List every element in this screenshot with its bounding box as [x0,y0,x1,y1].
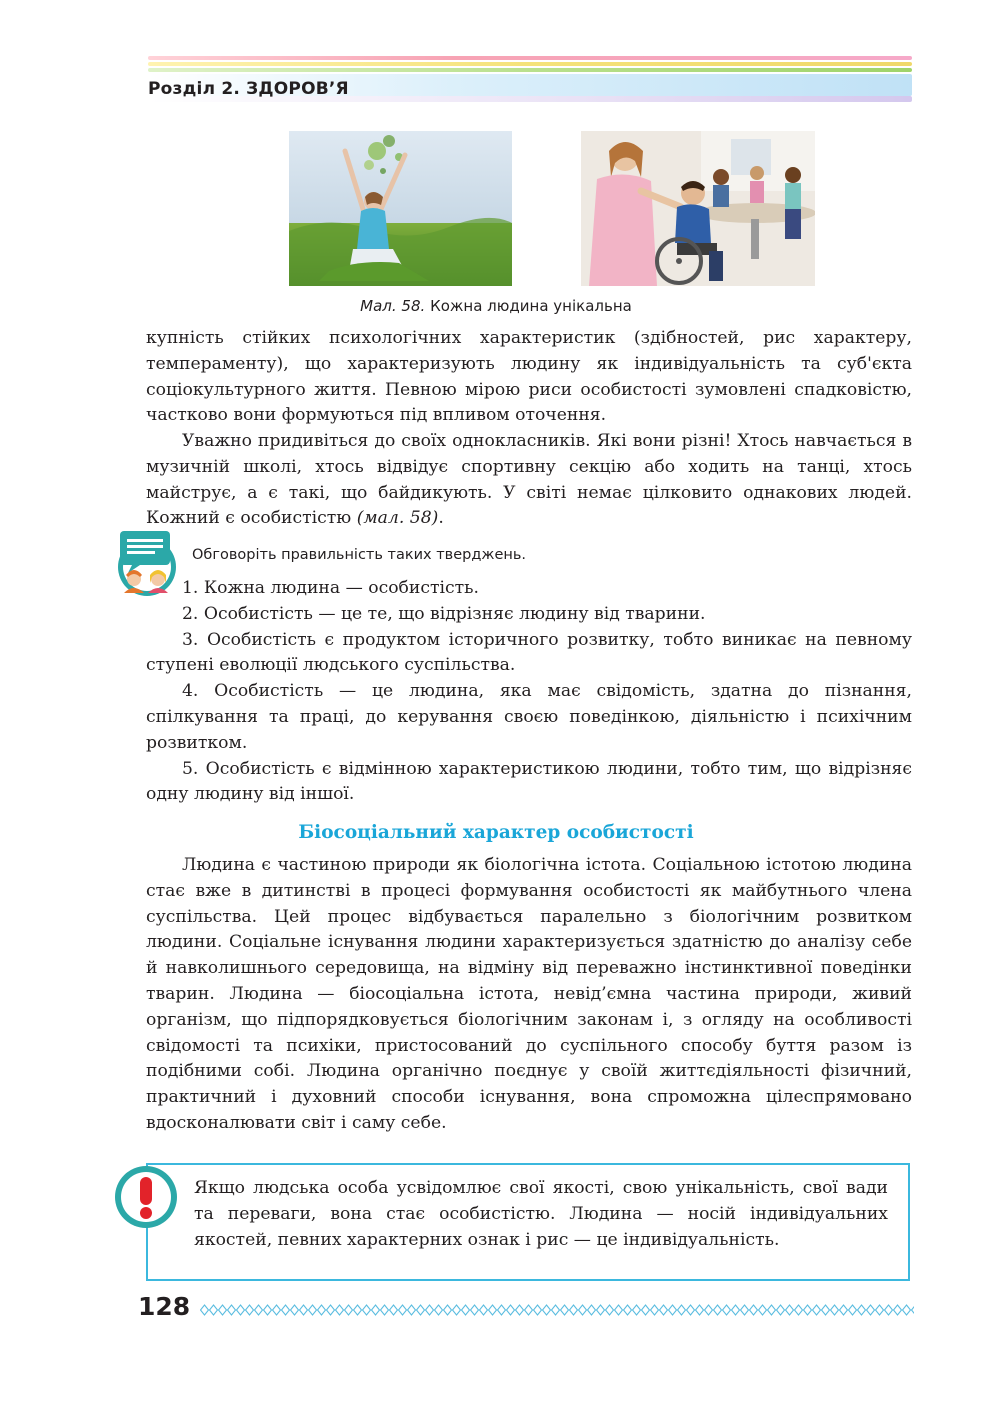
paragraph-text: купність стійких психологічних характеристик (здібностей, рис характеру, темпераменту), що характеризують людину як індивідуальність та суб'єкта соціокультурного життя. Певною мірою риси особистості зумовлені спадковістю, частково вони формуються під впливом оточення. [146,328,912,426]
list-item: 2. Особистість — це те, що відрізняє людину від тварини. [182,603,706,624]
statement-list [146,576,912,808]
stripe-green [148,68,912,72]
figure-reference: (мал. 58) [356,508,439,529]
stripe-pink [148,56,912,60]
section-subheading: Біосоціальний характер особистості [298,822,694,843]
paragraph-text: Уважно придивіться до своїх однокласників. Які вони різні! Хтось навчається в музичній школі, хтось відвідує спортивну секцію або ходить на танці, хтось майструє, а є такі, що байдикують. У світі немає цілковито однакових людей. Кожний є особистістю [146,431,912,529]
footer-ornament [200,1302,914,1316]
note-text: Якщо людська особа усвідомлює свої якості, свою унікальність, свої вади та переваги, вона стає особистістю. Людина — носій індивідуальних якостей, певних характерних ознак і рис — це індивідуальність. [194,1178,888,1250]
list-item: 4. Особистість — це людина, яка має свідомість, здатна до пізнання, спілкування та праці, до керування своєю поведінкою, діяльністю і психічним розвитком. [146,681,912,753]
figure-caption-text: Кожна людина унікальна [430,297,632,315]
students-classroom-wheelchair-photo [581,131,815,286]
stripe-yellow [148,62,912,66]
paragraph-continuation [146,326,912,429]
page-number: 128 [138,1292,191,1321]
list-item: 3. Особистість є продуктом історичного розвитку, тобто виникає на певному ступені еволюції людського суспільства. [146,629,912,676]
paragraph-text: Людина є частиною природи як біологічна істота. Соціальною істотою людина стає вже в дитинстві в процесі формування особистості як майбутнього члена суспільства. Цей процес відбувається паралельно з біологічним розвитком людини. Соціальне існування людини характеризується здатністю до аналізу себе й навколишнього середовища, на відміну від переважно інстинктивної поведінки тварин. Людина — біосоціальна істота, невід’ємна частина природи, живий організм, що підпорядковується біологічним законам і, з огляду на особливості свідомості та психіки, пристосований до суспільного способу буття разом із подібними собі. Людина органічно поєднує у своїй життєдіяльності фізичний, практичний і духовний способи існування, вона спроможна цілеспрямовано вдосконалювати світ і саму себе. [146,855,912,1133]
paragraph-biosocial [146,853,912,1137]
section-title: Розділ 2. ЗДОРОВ’Я [148,79,349,99]
paragraph-classmates: Уважно придивіться до своїх однокласників. Які вони різні! Хтось навчається в музичній школі, хтось відвідує спортивну секцію або ходить на танці, хтось майструє, а є такі, що байдикують. У світі немає цілковито однакових людей. Кожний є особистістю (мал. 58). [146,431,912,529]
list-item: 1. Кожна людина — особистість. [182,578,479,598]
figure-caption [0,297,992,315]
exclamation-icon [113,1163,179,1231]
discussion-prompt: Обговоріть правильність таких тверджень. [192,547,526,563]
list-item: 5. Особистість є відмінною характеристикою людини, тобто тим, що відрізняє одну людину від іншої. [146,758,912,805]
woman-in-meadow-photo [289,131,512,286]
figure-caption-label: Мал. 58. [360,297,426,315]
